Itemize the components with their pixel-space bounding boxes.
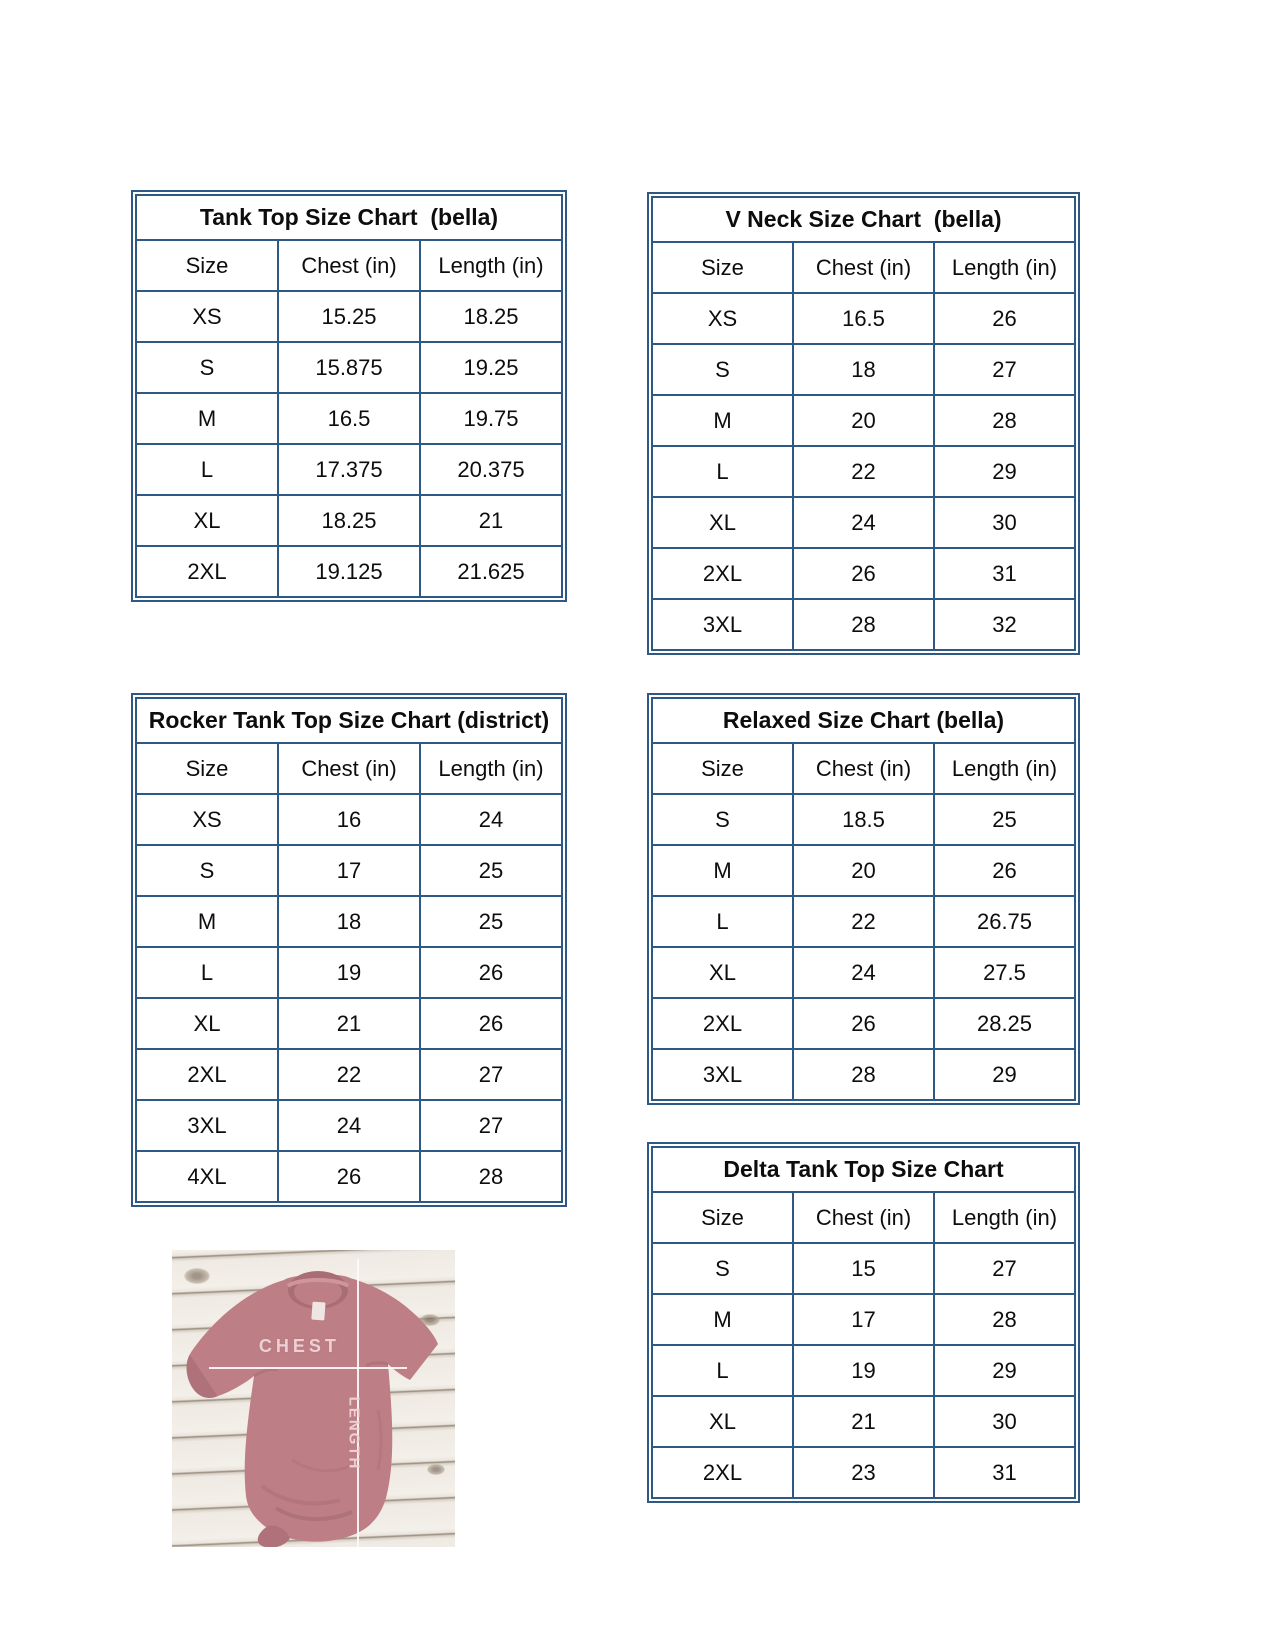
table-cell: 27 xyxy=(420,1049,562,1100)
table-row xyxy=(652,599,1075,650)
table-cell: 28 xyxy=(934,1294,1075,1345)
table-cell: 16.5 xyxy=(278,393,420,444)
table-cell: 2XL xyxy=(652,548,793,599)
column-header-size: Size xyxy=(652,743,793,794)
column-header-size: Size xyxy=(136,743,278,794)
table-cell: S xyxy=(652,344,793,395)
table-cell: XS xyxy=(136,794,278,845)
table-cell: XL xyxy=(652,947,793,998)
table-cell: 26 xyxy=(934,845,1075,896)
relaxed-table xyxy=(651,697,1076,1101)
table-cell: 26 xyxy=(934,293,1075,344)
table-title-row xyxy=(136,195,562,240)
table-cell: S xyxy=(136,845,278,896)
table-cell: XL xyxy=(136,495,278,546)
table-cell: 16.5 xyxy=(793,293,934,344)
table-cell: S xyxy=(652,1243,793,1294)
table-row xyxy=(652,794,1075,845)
tank-top-table xyxy=(135,194,563,598)
table-cell: 26 xyxy=(420,947,562,998)
table-title: Delta Tank Top Size Chart xyxy=(652,1147,1075,1192)
table-cell: 2XL xyxy=(652,1447,793,1498)
table-cell: XL xyxy=(652,497,793,548)
table-title: Rocker Tank Top Size Chart (district) xyxy=(136,698,562,743)
table-cell: 23 xyxy=(793,1447,934,1498)
table-cell: 31 xyxy=(934,1447,1075,1498)
chest-measure-line xyxy=(209,1367,407,1369)
table-cell: 3XL xyxy=(652,599,793,650)
table-row xyxy=(652,548,1075,599)
table-cell: 4XL xyxy=(136,1151,278,1202)
table-cell: 25 xyxy=(420,845,562,896)
table-cell: M xyxy=(136,393,278,444)
table-header-row xyxy=(652,1192,1075,1243)
table-cell: 22 xyxy=(793,896,934,947)
table-cell: 21 xyxy=(793,1396,934,1447)
table-row xyxy=(652,395,1075,446)
rocker-tank-table xyxy=(135,697,563,1203)
table-cell: 17 xyxy=(278,845,420,896)
table-cell: 25 xyxy=(934,794,1075,845)
column-header-chest: Chest (in) xyxy=(793,242,934,293)
table-cell: 27 xyxy=(934,344,1075,395)
v-neck-size-chart xyxy=(647,192,1080,655)
table-row xyxy=(652,1243,1075,1294)
table-row xyxy=(136,845,562,896)
table-cell: 26 xyxy=(793,548,934,599)
table-row xyxy=(652,1049,1075,1100)
table-row xyxy=(136,896,562,947)
table-row xyxy=(652,293,1075,344)
table-cell: 25 xyxy=(420,896,562,947)
table-cell: 21 xyxy=(420,495,562,546)
table-cell: 17 xyxy=(793,1294,934,1345)
table-cell: 18.25 xyxy=(420,291,562,342)
table-cell: 19 xyxy=(278,947,420,998)
column-header-length: Length (in) xyxy=(934,1192,1075,1243)
table-row xyxy=(136,342,562,393)
v-neck-table xyxy=(651,196,1076,651)
table-row xyxy=(136,947,562,998)
length-label: LENGTH xyxy=(345,1396,363,1471)
table-title-row xyxy=(136,698,562,743)
column-header-chest: Chest (in) xyxy=(793,1192,934,1243)
table-cell: 16 xyxy=(278,794,420,845)
table-cell: 15.25 xyxy=(278,291,420,342)
table-cell: 22 xyxy=(278,1049,420,1100)
column-header-chest: Chest (in) xyxy=(278,743,420,794)
column-header-size: Size xyxy=(652,1192,793,1243)
table-cell: L xyxy=(136,444,278,495)
delta-tank-table xyxy=(651,1146,1076,1499)
table-cell: 19.125 xyxy=(278,546,420,597)
table-row xyxy=(136,998,562,1049)
table-cell: 28 xyxy=(793,1049,934,1100)
table-cell: M xyxy=(136,896,278,947)
table-cell: 28.25 xyxy=(934,998,1075,1049)
table-cell: S xyxy=(136,342,278,393)
tshirt-graphic xyxy=(172,1250,455,1547)
table-cell: XL xyxy=(136,998,278,1049)
table-cell: 24 xyxy=(278,1100,420,1151)
table-cell: 18 xyxy=(278,896,420,947)
column-header-length: Length (in) xyxy=(420,743,562,794)
column-header-length: Length (in) xyxy=(934,743,1075,794)
table-row xyxy=(136,546,562,597)
table-title-row xyxy=(652,1147,1075,1192)
table-row xyxy=(652,497,1075,548)
table-cell: S xyxy=(652,794,793,845)
rocker-tank-size-chart xyxy=(131,693,567,1207)
delta-tank-size-chart xyxy=(647,1142,1080,1503)
table-row xyxy=(652,896,1075,947)
table-header-row xyxy=(136,743,562,794)
table-cell: 2XL xyxy=(652,998,793,1049)
table-cell: 24 xyxy=(793,497,934,548)
chest-label: CHEST xyxy=(258,1336,340,1357)
table-cell: L xyxy=(652,446,793,497)
table-cell: 31 xyxy=(934,548,1075,599)
table-title-row xyxy=(652,197,1075,242)
table-row xyxy=(652,344,1075,395)
table-cell: 29 xyxy=(934,1345,1075,1396)
table-row xyxy=(136,393,562,444)
table-cell: 3XL xyxy=(652,1049,793,1100)
table-cell: 22 xyxy=(793,446,934,497)
table-row xyxy=(136,1049,562,1100)
table-cell: 29 xyxy=(934,446,1075,497)
table-cell: 20.375 xyxy=(420,444,562,495)
table-row xyxy=(652,845,1075,896)
table-cell: 26 xyxy=(420,998,562,1049)
column-header-length: Length (in) xyxy=(934,242,1075,293)
table-cell: 29 xyxy=(934,1049,1075,1100)
column-header-chest: Chest (in) xyxy=(278,240,420,291)
table-cell: 21 xyxy=(278,998,420,1049)
table-row xyxy=(136,794,562,845)
table-cell: 15 xyxy=(793,1243,934,1294)
table-cell: 26 xyxy=(278,1151,420,1202)
table-cell: 2XL xyxy=(136,546,278,597)
table-row xyxy=(136,291,562,342)
table-row xyxy=(652,947,1075,998)
column-header-size: Size xyxy=(136,240,278,291)
table-row xyxy=(136,444,562,495)
table-cell: XS xyxy=(136,291,278,342)
column-header-chest: Chest (in) xyxy=(793,743,934,794)
table-cell: 18.25 xyxy=(278,495,420,546)
tank-top-size-chart xyxy=(131,190,567,602)
table-cell: 26.75 xyxy=(934,896,1075,947)
table-cell: 28 xyxy=(934,395,1075,446)
table-title-row xyxy=(652,698,1075,743)
table-cell: 32 xyxy=(934,599,1075,650)
table-cell: 2XL xyxy=(136,1049,278,1100)
table-cell: L xyxy=(652,1345,793,1396)
table-cell: XS xyxy=(652,293,793,344)
table-row xyxy=(136,1151,562,1202)
table-cell: 24 xyxy=(420,794,562,845)
table-cell: M xyxy=(652,845,793,896)
table-header-row xyxy=(652,743,1075,794)
table-title: Tank Top Size Chart (bella) xyxy=(136,195,562,240)
table-row xyxy=(652,1345,1075,1396)
table-row xyxy=(652,446,1075,497)
table-cell: 27 xyxy=(420,1100,562,1151)
table-cell: 19.75 xyxy=(420,393,562,444)
table-row xyxy=(652,998,1075,1049)
table-cell: XL xyxy=(652,1396,793,1447)
table-cell: L xyxy=(136,947,278,998)
table-row xyxy=(652,1447,1075,1498)
table-cell: 30 xyxy=(934,497,1075,548)
table-cell: 19 xyxy=(793,1345,934,1396)
table-row xyxy=(652,1396,1075,1447)
table-cell: 3XL xyxy=(136,1100,278,1151)
table-cell: 27.5 xyxy=(934,947,1075,998)
table-cell: 17.375 xyxy=(278,444,420,495)
column-header-size: Size xyxy=(652,242,793,293)
relaxed-size-chart xyxy=(647,693,1080,1105)
table-title: V Neck Size Chart (bella) xyxy=(652,197,1075,242)
table-cell: M xyxy=(652,395,793,446)
table-cell: 18.5 xyxy=(793,794,934,845)
table-row xyxy=(136,1100,562,1151)
table-cell: 21.625 xyxy=(420,546,562,597)
table-cell: 28 xyxy=(420,1151,562,1202)
table-cell: 18 xyxy=(793,344,934,395)
table-header-row xyxy=(652,242,1075,293)
table-cell: L xyxy=(652,896,793,947)
table-cell: 20 xyxy=(793,845,934,896)
table-cell: 28 xyxy=(793,599,934,650)
table-row xyxy=(136,495,562,546)
table-row xyxy=(652,1294,1075,1345)
table-cell: 20 xyxy=(793,395,934,446)
table-cell: 26 xyxy=(793,998,934,1049)
table-cell: 24 xyxy=(793,947,934,998)
tshirt-measurement-image xyxy=(172,1250,455,1547)
column-header-length: Length (in) xyxy=(420,240,562,291)
table-cell: 19.25 xyxy=(420,342,562,393)
table-cell: 27 xyxy=(934,1243,1075,1294)
table-cell: 15.875 xyxy=(278,342,420,393)
table-header-row xyxy=(136,240,562,291)
table-cell: 30 xyxy=(934,1396,1075,1447)
table-title: Relaxed Size Chart (bella) xyxy=(652,698,1075,743)
table-cell: M xyxy=(652,1294,793,1345)
